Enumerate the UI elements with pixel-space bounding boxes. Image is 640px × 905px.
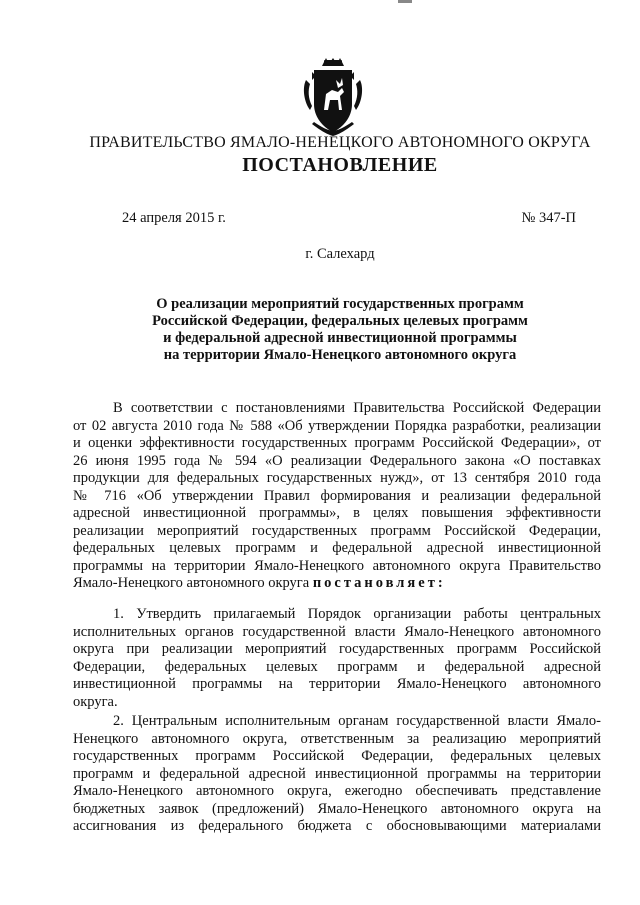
paragraph-line: 26 июня 1995 года № 594 «О реализации Федерального закона «О поставках (73, 452, 601, 469)
paragraph-line: адресной инвестиционной программы», в целях повышения эффективности (73, 505, 601, 521)
paragraph-line: реализации мероприятий государственных программ Российской Федерации, (73, 522, 601, 539)
paragraph-line-text: Ямало-Ненецкого автономного округа (73, 575, 310, 591)
paragraph-line: Ненецкого автономного округа, ответственным за реализацию мероприятий (73, 730, 601, 747)
paragraph-line: от 02 августа 2010 года № 588 «Об утверждении Порядка разработки, реализации (73, 417, 601, 434)
heading-line: и федеральной адресной инвестиционной программы (163, 330, 517, 346)
paragraph-line: государственных программ Российской Федерации, федеральных целевых (73, 748, 601, 764)
paragraph-line: ассигнования из федерального бюджета с обосновывающими материалами (73, 818, 601, 834)
paragraph-line: федеральных целевых программ и федеральной адресной инвестиционной (73, 540, 601, 556)
paragraph-line: № 716 «Об утверждении Правил формирования и реализации федеральной (73, 487, 601, 504)
document-heading (110, 296, 570, 364)
intro-paragraph (73, 400, 601, 593)
resolves-word: постановляет: (312, 575, 446, 591)
paragraph-line: 1. Утвердить прилагаемый Порядок организации работы центральных (113, 606, 601, 622)
heading-line: Российской Федерации, федеральных целевых программ (152, 313, 528, 329)
paragraph-line: округа. (73, 693, 118, 710)
paragraph-line: программ и федеральной адресной инвестиционной программы на территории (73, 765, 601, 782)
item-1-paragraph (73, 606, 601, 711)
coat-of-arms-icon (302, 58, 364, 136)
paragraph-line: продукции для федеральных государственных нужд», от 13 сентября 2010 года (73, 470, 601, 486)
document-number: № 347-П (521, 210, 576, 226)
paragraph-line: В соответствии с постановлениями Правительства Российской Федерации (113, 400, 601, 416)
paragraph-line-final (73, 575, 601, 593)
paragraph-line: и оценки эффективности государственных программ Российской Федерации», от (73, 435, 601, 451)
scan-artifact (398, 0, 412, 3)
paragraph-line: бюджетных заявок (предложений) Ямало-Ненецкого автономного округа на (73, 800, 601, 817)
item-2-paragraph (73, 713, 601, 836)
paragraph-line: округа при реализации мероприятий государственных программ Российской (73, 641, 601, 657)
paragraph-line: Федерации, федеральных целевых программ и федеральной адресной (73, 658, 601, 675)
paragraph-line: Ямало-Ненецкого автономного округа, ежегодно обеспечивать представление (73, 783, 601, 799)
heading-line: на территории Ямало-Ненецкого автономного округа (163, 347, 517, 363)
paragraph-line: инвестиционной программы на территории Ямало-Ненецкого автономного (73, 676, 601, 692)
heading-line: О реализации мероприятий государственных программ (156, 296, 524, 312)
paragraph-line: исполнительных органов государственной власти Ямало-Ненецкого автономного (73, 623, 601, 640)
paragraph-line: 2. Центральным исполнительным органам государственной власти Ямало- (113, 713, 601, 729)
document-city: г. Салехард (305, 246, 375, 262)
paragraph-line: программы на территории Ямало-Ненецкого автономного округа Правительство (73, 557, 601, 574)
document-type-title: ПОСТАНОВЛЕНИЕ (242, 154, 438, 176)
document-date: 24 апреля 2015 г. (122, 210, 226, 226)
government-title: ПРАВИТЕЛЬСТВО ЯМАЛО-НЕНЕЦКОГО АВТОНОМНОГО ОКРУГА (89, 134, 591, 151)
